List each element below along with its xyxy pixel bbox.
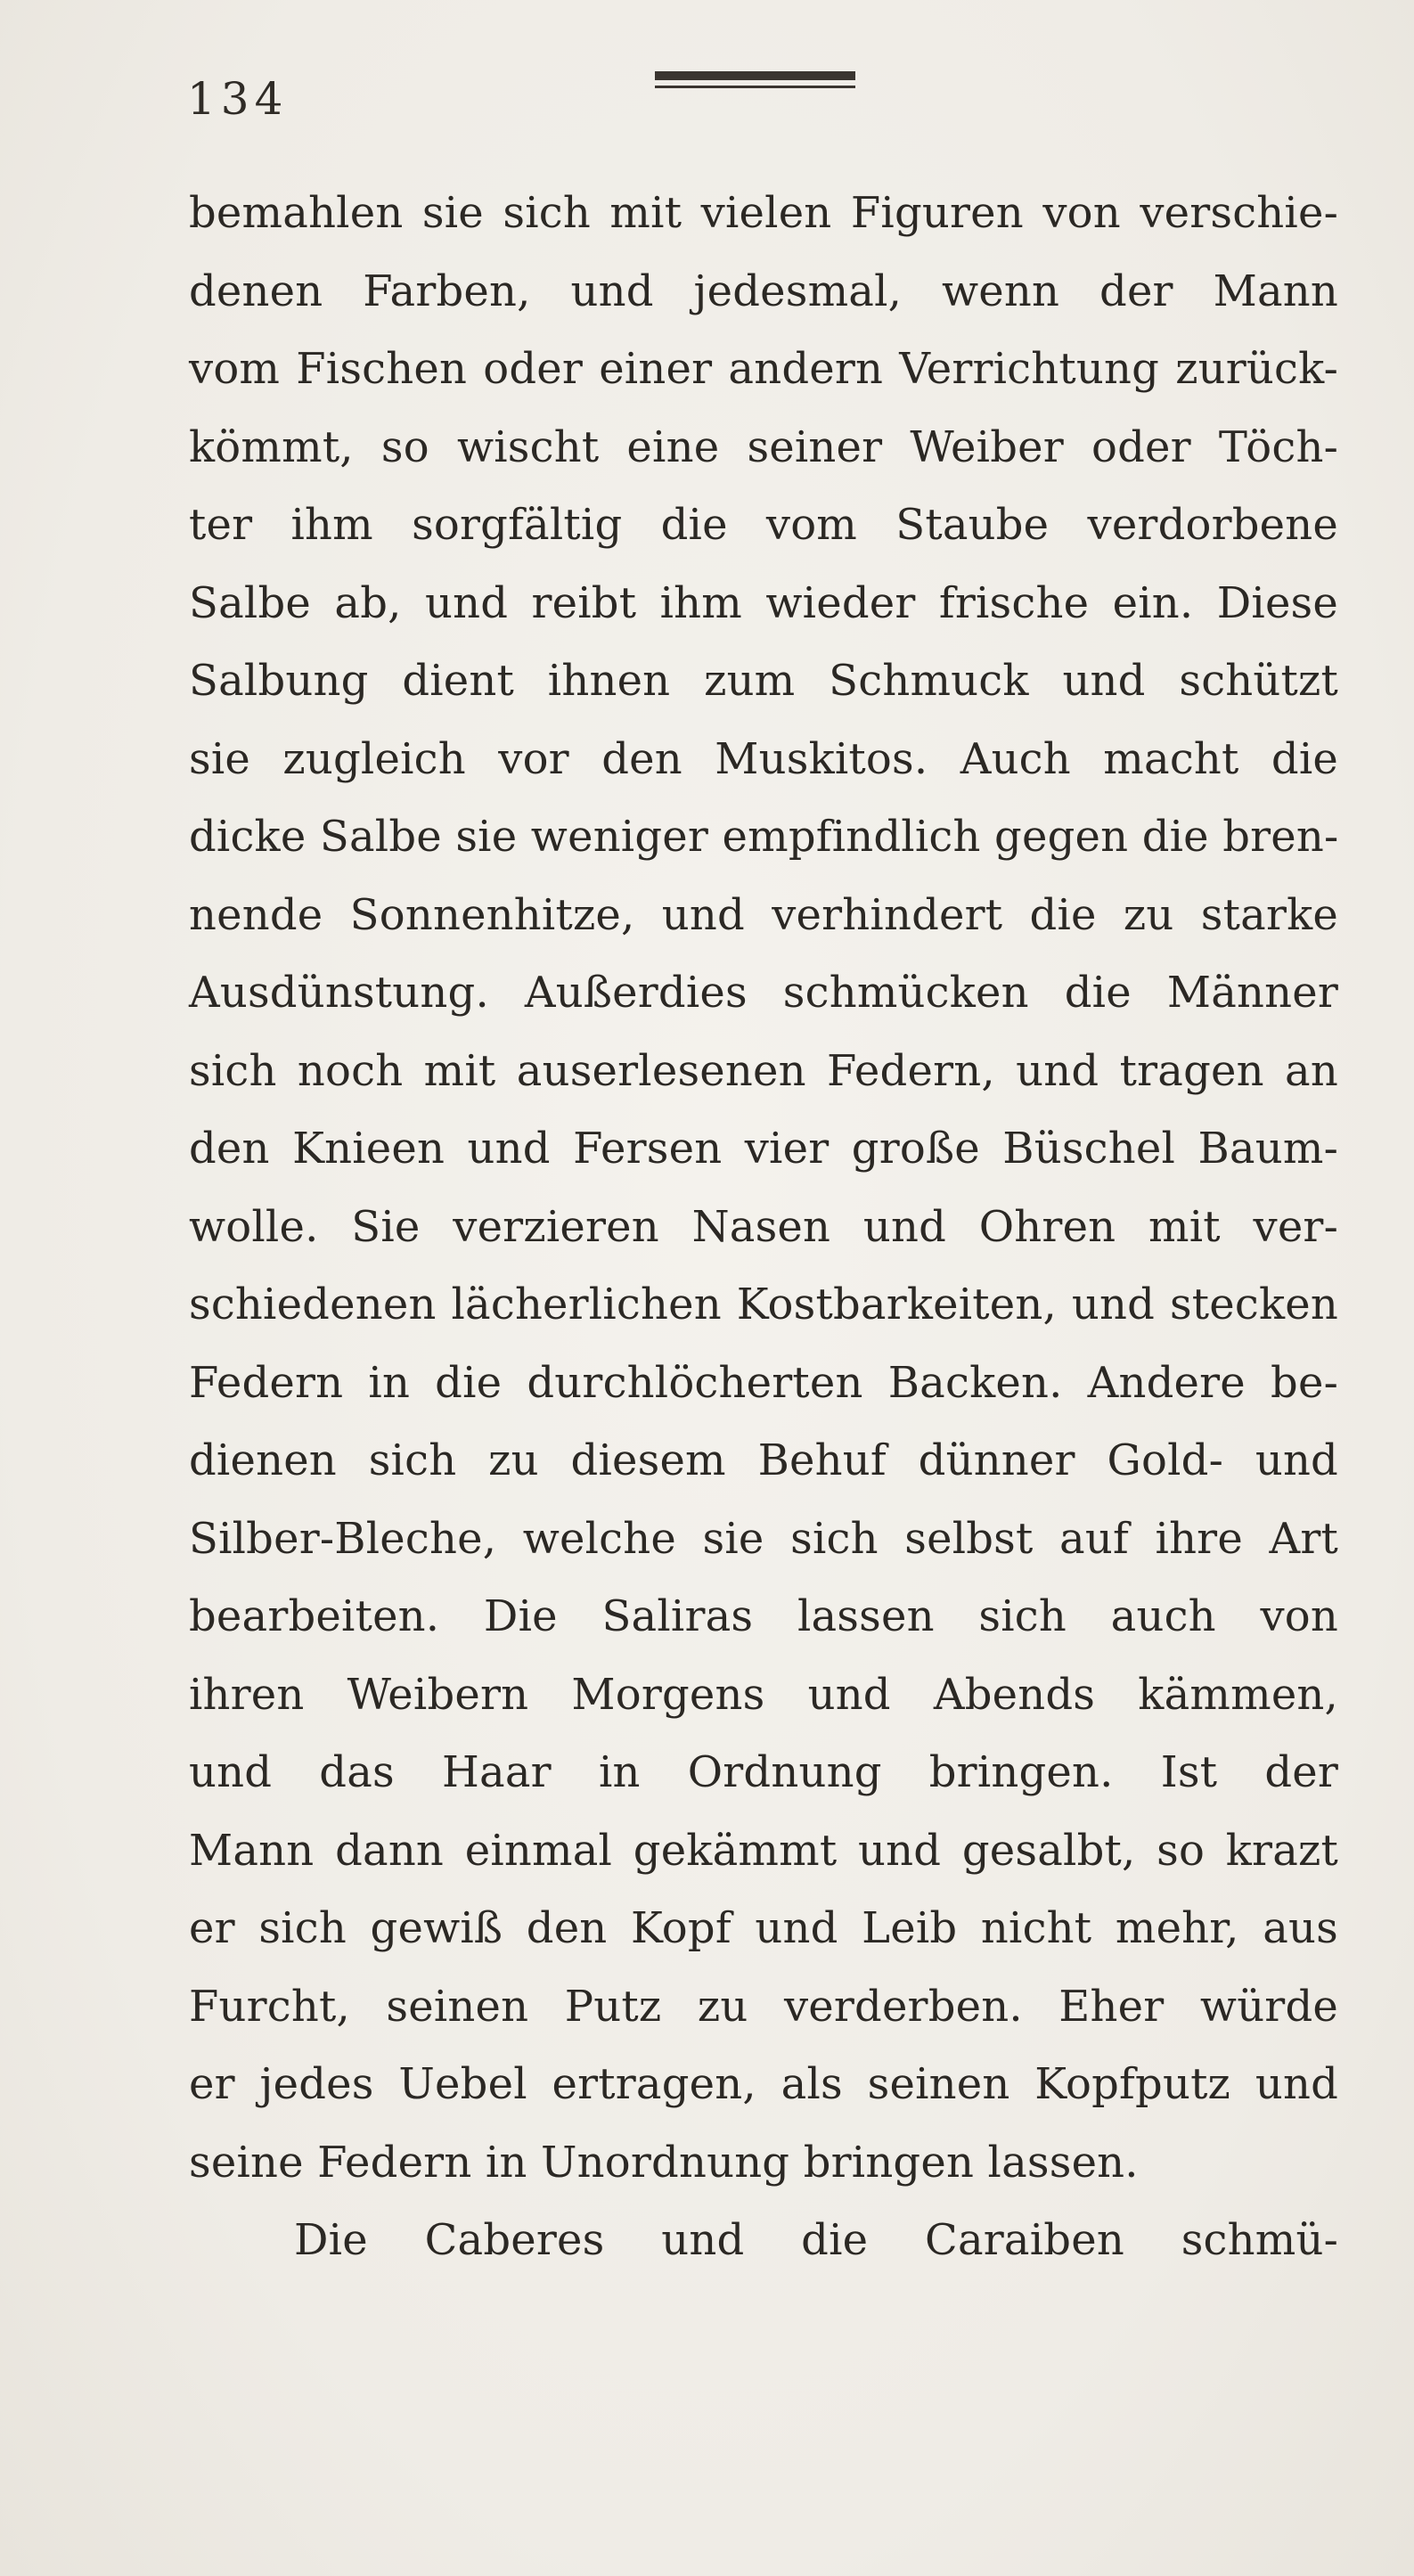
text-line: Furcht, seinen Putz zu verderben. Eher würde bbox=[189, 1981, 1338, 2032]
text-line: er jedes Uebel ertragen, als seinen Kopfputz und bbox=[189, 2059, 1338, 2109]
text-line: bemahlen sie sich mit vielen Figuren von verschie- bbox=[189, 188, 1338, 238]
text-line: den Knieen und Fersen vier große Büschel Baum- bbox=[189, 1124, 1338, 1174]
text-line: Mann dann einmal gekämmt und gesalbt, so krazt bbox=[189, 1825, 1338, 1876]
header-rule-thick bbox=[655, 71, 855, 80]
text-line: Federn in die durchlöcherten Backen. Andere be- bbox=[189, 1357, 1338, 1408]
text-line: sich noch mit auserlesenen Federn, und tragen an bbox=[189, 1045, 1338, 1096]
text-line: seine Federn in Unordnung bringen lassen. bbox=[189, 2137, 1139, 2188]
text-line: nende Sonnenhitze, und verhindert die zu starke bbox=[189, 889, 1338, 940]
text-line: Ausdünstung. Außerdies schmücken die Männer bbox=[189, 968, 1338, 1018]
header-rule-thin bbox=[655, 86, 855, 88]
text-line: sie zugleich vor den Muskitos. Auch macht die bbox=[189, 733, 1338, 784]
body-text bbox=[189, 175, 1338, 2280]
text-line: Die Caberes und die Caraiben schmü- bbox=[294, 2215, 1338, 2265]
text-line: bearbeiten. Die Saliras lassen sich auch von bbox=[189, 1591, 1338, 1641]
text-line: kömmt, so wischt eine seiner Weiber oder Töch- bbox=[189, 421, 1338, 472]
text-line: dienen sich zu diesem Behuf dünner Gold- und bbox=[189, 1435, 1338, 1485]
text-line: ihren Weibern Morgens und Abends kämmen, bbox=[189, 1669, 1338, 1720]
text-line: Salbung dient ihnen zum Schmuck und schützt bbox=[189, 656, 1338, 706]
text-line: und das Haar in Ordnung bringen. Ist der bbox=[189, 1747, 1338, 1797]
text-line: denen Farben, und jedesmal, wenn der Mann bbox=[189, 266, 1338, 316]
text-line: Silber-Bleche, welche sie sich selbst auf ihre Art bbox=[189, 1513, 1338, 1564]
text-line: vom Fischen oder einer andern Verrichtung zurück- bbox=[189, 344, 1338, 394]
header-ornament-rule bbox=[655, 71, 855, 93]
text-line: er sich gewiß den Kopf und Leib nicht mehr, aus bbox=[189, 1903, 1338, 1953]
text-line: schiedenen lächerlichen Kostbarkeiten, und stecken bbox=[189, 1280, 1338, 1329]
text-line: ter ihm sorgfältig die vom Staube verdorbene bbox=[189, 500, 1338, 550]
text-line: wolle. Sie verzieren Nasen und Ohren mit ver- bbox=[189, 1201, 1338, 1252]
text-line: Salbe ab, und reibt ihm wieder frische ein. Diese bbox=[189, 577, 1338, 628]
page-number: 134 bbox=[187, 73, 289, 125]
text-line: dicke Salbe sie weniger empfindlich gegen die bren- bbox=[189, 812, 1339, 862]
